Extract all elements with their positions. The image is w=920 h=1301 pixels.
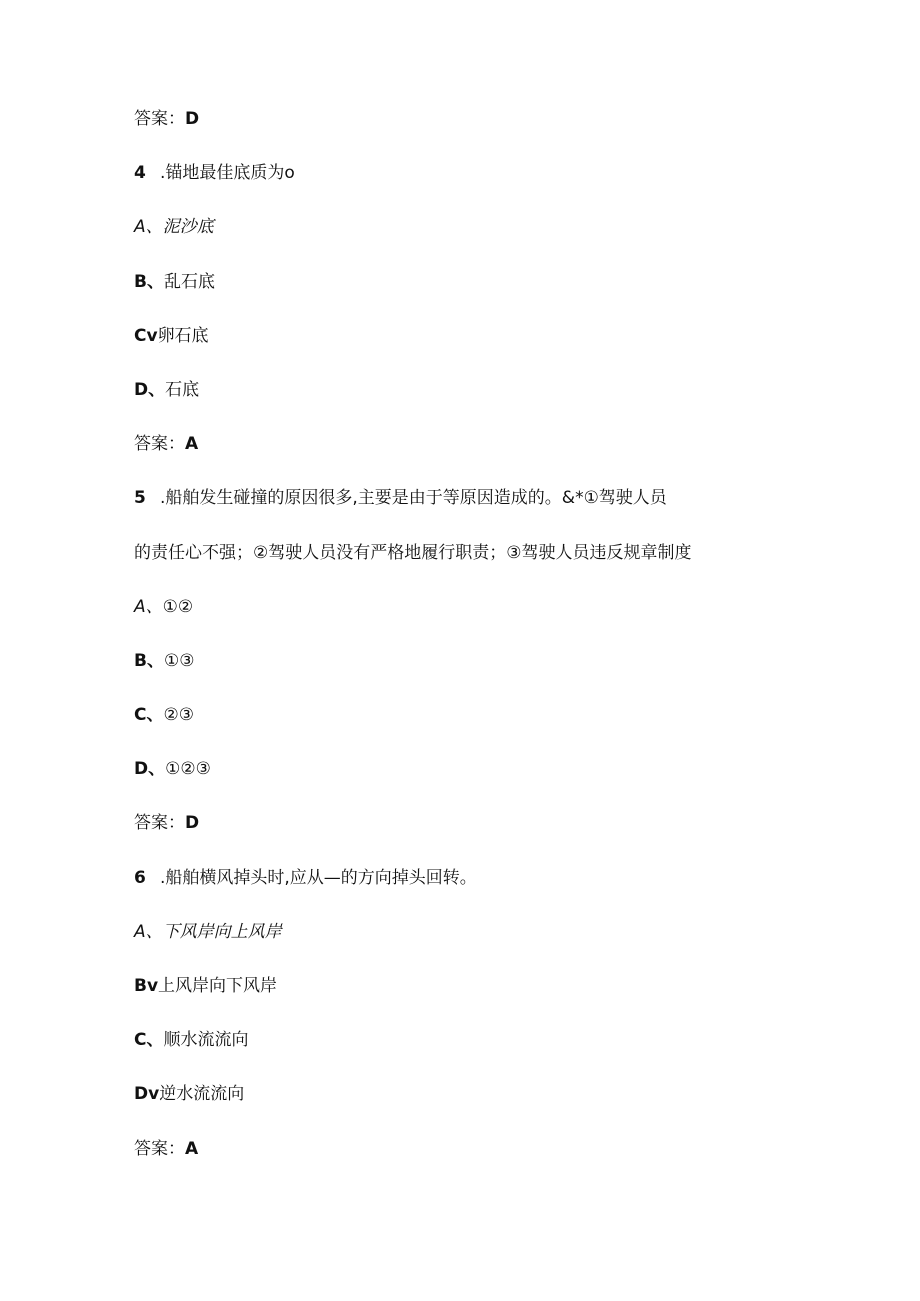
question-line [134,161,691,215]
question-line [134,486,691,540]
option-label: C、 [134,705,164,726]
option-label: B、 [134,271,164,292]
option-line [134,757,691,811]
option-text: 上风岸向下风岸 [158,976,278,996]
answer-label: 答案： [134,109,185,129]
option-line [134,270,691,324]
question-line [134,866,691,920]
question-number: 5 [134,488,146,509]
answer-line [134,107,691,161]
answer-label: 答案： [134,813,185,834]
option-text: 石底 [165,379,200,400]
question-number: 4 [134,163,146,184]
answer-value: A [185,434,199,455]
option-line [134,324,691,378]
question-text-continued [134,541,691,595]
option-text: 下风岸向上风岸 [162,921,282,942]
option-label: D、 [134,759,166,780]
answer-label: 答案： [134,1138,185,1159]
answer-line [134,811,691,865]
option-text: 卵石底 [157,325,209,346]
option-text: 逆水流流向 [159,1084,245,1105]
option-label: A、 [134,921,163,942]
option-text: 泥沙底 [162,217,214,238]
option-label: Dv [134,1084,160,1105]
option-line [134,649,691,703]
option-text: ②③ [163,705,194,726]
option-line [134,920,691,974]
answer-value: D [185,813,200,834]
question-text: .船舶发生碰撞的原因很多,主要是由于等原因造成的。&*①驾驶人员 [160,488,667,509]
option-label: B、 [134,650,164,671]
answer-line [134,1137,691,1191]
option-label: D、 [134,379,166,400]
option-line [134,974,691,1028]
answer-value: A [185,1138,199,1159]
option-line [134,378,691,432]
option-line [134,215,691,269]
option-text: 顺水流流向 [163,1030,249,1051]
answer-line [134,432,691,486]
option-line [134,595,691,649]
answer-label: 答案： [134,434,185,455]
question-text: 的责任心不强；②驾驶人员没有严格地履行职责；③驾驶人员违反规章制度 [134,542,692,563]
option-label: Cv [134,325,158,346]
option-label: C、 [134,1030,164,1051]
document-body [134,107,691,1191]
answer-value: D [185,109,200,129]
question-text: .锚地最佳底质为o [160,163,295,184]
question-text: .船舶横风掉头时,应从—的方向掉头回转。 [160,867,477,888]
option-label: Bv [134,976,159,996]
option-text: ①③ [163,650,195,671]
option-label: A、 [134,596,163,617]
option-line [134,703,691,757]
question-number: 6 [134,867,146,888]
option-line [134,1082,691,1136]
option-text: 乱石底 [163,271,215,292]
option-text: ①② [162,596,194,617]
option-label: A、 [134,217,163,238]
option-text: ①②③ [165,759,211,780]
option-line [134,1028,691,1082]
